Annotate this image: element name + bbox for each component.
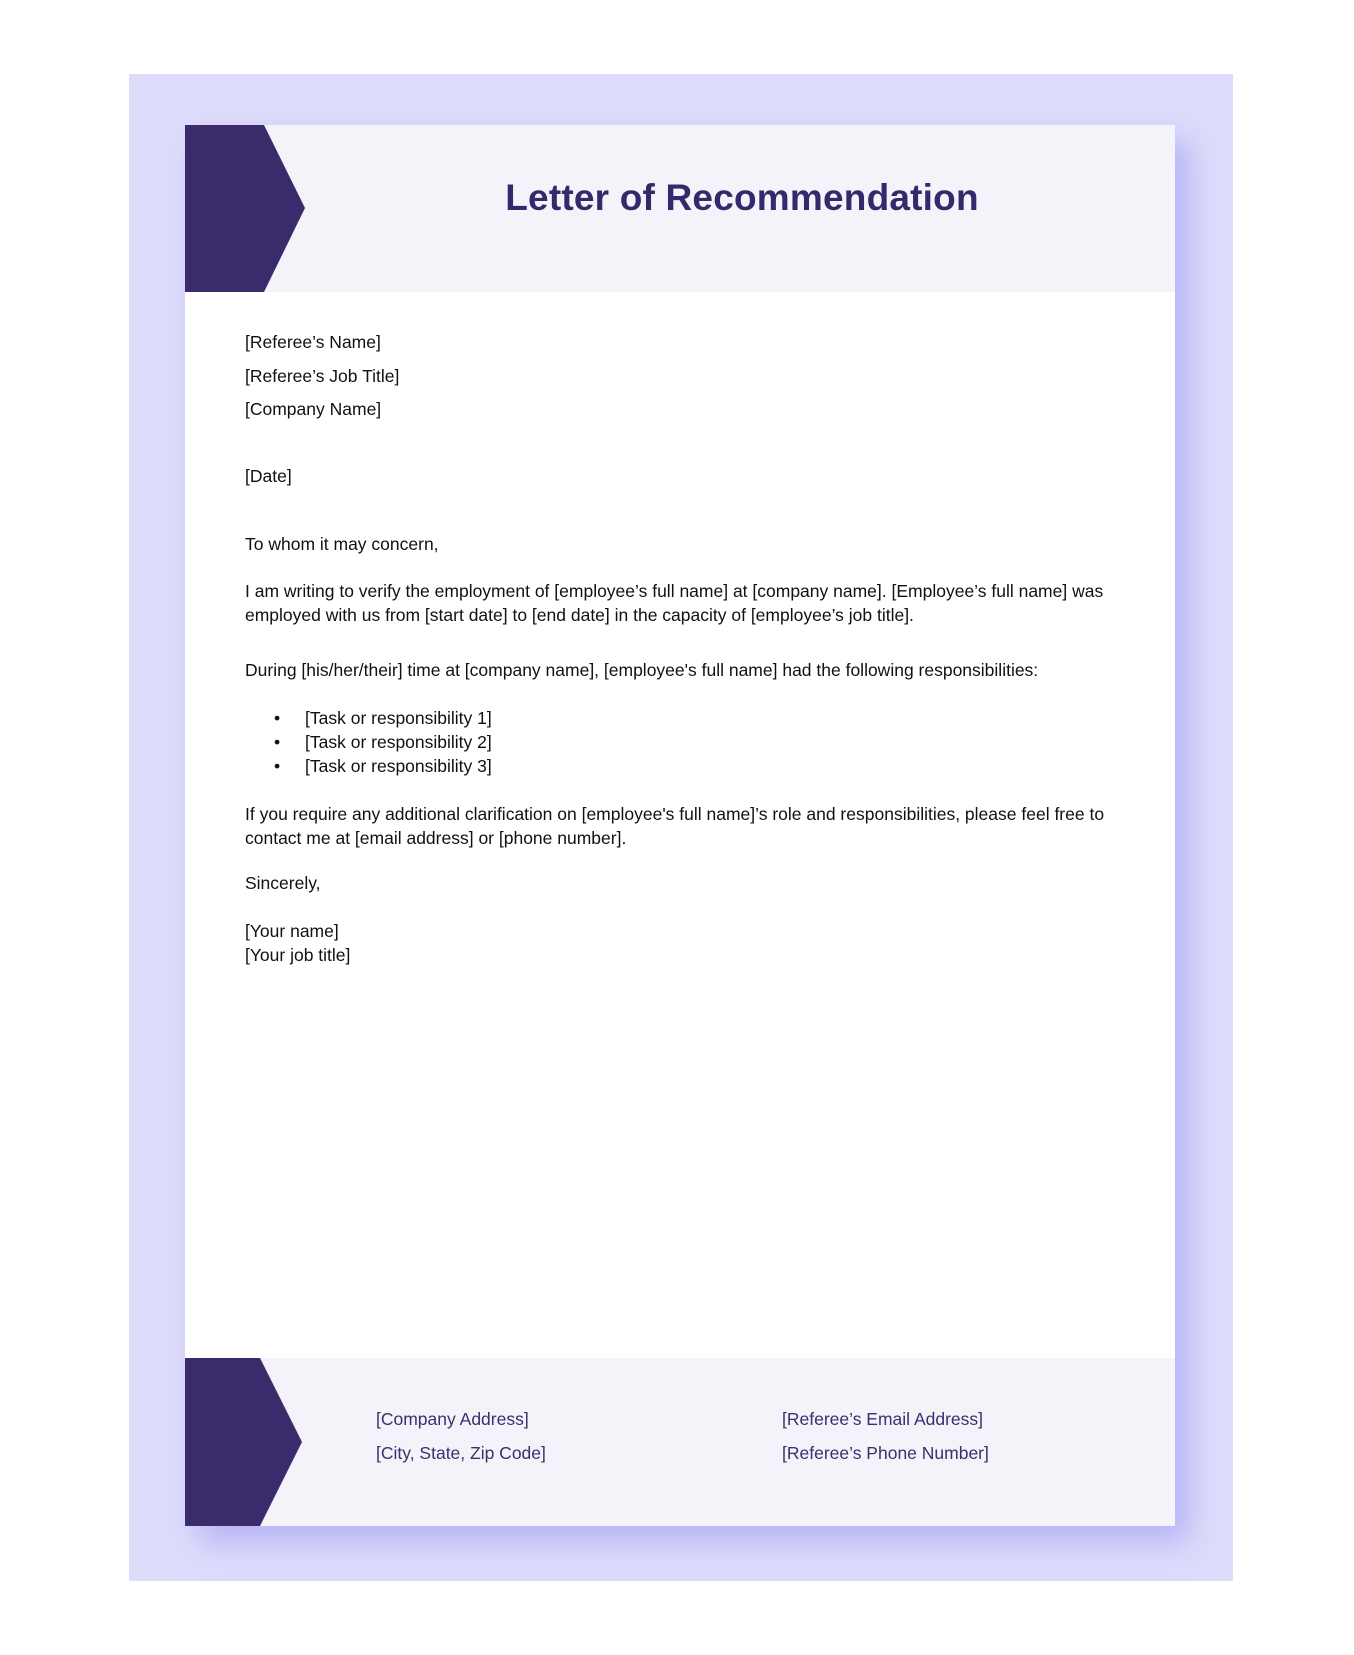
footer-contact: [782, 1407, 989, 1475]
greeting: To whom it may concern,: [245, 534, 439, 554]
footer-address: [376, 1407, 546, 1475]
verification-paragraph: I am writing to verify the employment of [employee’s full name] at [company name]. [Employee’s full name] was employed with us from [start date] to [end date] in the capacity of [employee’s job title].: [245, 581, 1104, 625]
company-address: [Company Address]: [376, 1409, 529, 1429]
referee-email: [Referee’s Email Address]: [782, 1409, 984, 1429]
signature-name: [Your name]: [245, 921, 339, 941]
responsibilities-intro: During [his/her/their] time at [company name], [employee's full name] had the following responsibilities:: [245, 660, 1039, 680]
letter-page: [185, 125, 1175, 1526]
footer-chevron-decoration: [185, 1358, 302, 1526]
letter-header: [185, 125, 1175, 292]
responsibilities-list: [245, 706, 492, 778]
referee-name: [Referee’s Name]: [245, 332, 381, 352]
referee-phone: [Referee’s Phone Number]: [782, 1443, 989, 1463]
referee-job-title: [Referee’s Job Title]: [245, 365, 400, 386]
referee-block: [245, 330, 1125, 421]
bullet-icon: •: [274, 756, 281, 776]
letter-date: [Date]: [245, 466, 292, 486]
task-text: [Task or responsibility 1]: [305, 708, 492, 728]
letter-footer: [185, 1358, 1175, 1526]
signature-block: [245, 919, 350, 967]
contact-paragraph: If you require any additional clarification on [employee's full name]’s role and responsibilities, please feel free to contact me at [email address] or [phone number].: [245, 804, 1105, 848]
letter-body: [245, 330, 1125, 965]
signature-job-title: [Your job title]: [245, 945, 351, 965]
list-item: [245, 754, 492, 778]
referee-company: [Company Name]: [245, 399, 382, 419]
bullet-icon: •: [274, 708, 281, 728]
closing: Sincerely,: [245, 873, 321, 893]
task-text: [Task or responsibility 3]: [305, 756, 492, 776]
list-item: [245, 730, 492, 754]
bullet-icon: •: [274, 732, 281, 752]
letter-title: Letter of Recommendation: [505, 177, 979, 218]
city-state-zip: [City, State, Zip Code]: [376, 1443, 546, 1463]
list-item: [245, 706, 492, 730]
task-text: [Task or responsibility 2]: [305, 732, 492, 752]
